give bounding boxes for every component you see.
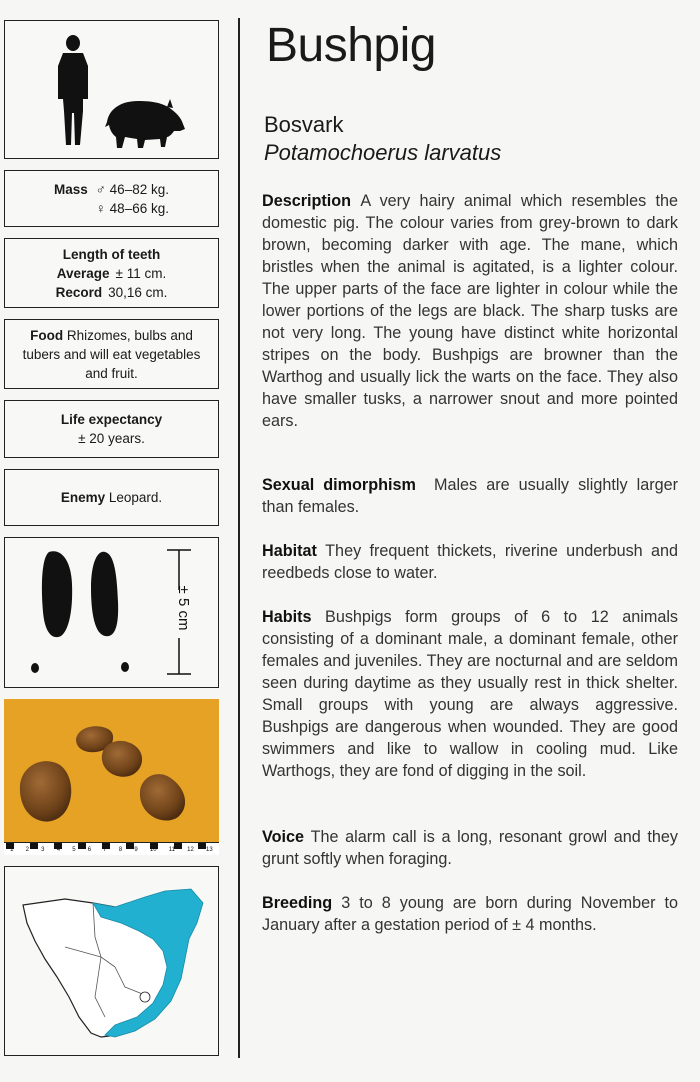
breeding-text: 3 to 8 young are born during November to January after a gestation period of ± 4 months. — [262, 894, 678, 934]
scat-photo — [4, 699, 219, 855]
habitat-section — [262, 540, 678, 584]
habits-heading: Habits — [262, 608, 312, 626]
mass-box — [4, 170, 219, 227]
size-comparison-box — [4, 20, 219, 159]
ruler-tick-label: 1 — [10, 847, 14, 853]
life-expectancy-value: ± 20 years. — [78, 431, 145, 446]
ruler-tick-label: 11 — [168, 847, 175, 853]
dimorphism-section — [262, 474, 678, 518]
teeth-title: Length of teeth — [62, 246, 161, 262]
common-name: Bosvark — [264, 112, 344, 137]
enemy-value: Leopard. — [108, 490, 163, 505]
food-label: Food — [30, 327, 64, 343]
ruler-tick-label: 7 — [103, 847, 107, 853]
breeding-heading: Breeding — [262, 894, 333, 912]
ruler-tick-label: 6 — [87, 847, 92, 853]
teeth-average-label: Average — [56, 265, 110, 281]
habitat-text: They frequent thickets, riverine underbush and reedbeds close to water. — [262, 542, 678, 582]
hoof-print-icon — [31, 551, 129, 673]
habits-section — [262, 606, 678, 782]
ruler-tick-label: 12 — [187, 847, 194, 853]
habits-text: Bushpigs form groups of 6 to 12 animals consisting of a dominant male, a dominant female, other females and juveniles. They are nocturnal and are seldom seen during daytime as they usually rest in thick shelter. Small groups with young are always aggressive. Bushpigs are dangerous when wounded. They are good swimmers and like to wallow in cooling mud. Like Warthogs, they are fond of digging in the soil. — [262, 608, 679, 780]
voice-section — [262, 826, 678, 870]
ruler-tick-label: 13 — [206, 847, 213, 853]
mass-male-value: ♂ 46–82 kg. — [95, 181, 169, 197]
description-heading: Description — [262, 192, 352, 210]
scale-label: ± 5 cm — [175, 585, 192, 631]
dimorphism-text: Males are usually slightly larger than females. — [262, 476, 678, 516]
ruler-tick-label: 9 — [134, 847, 138, 853]
measuring-ruler — [4, 842, 219, 855]
ruler-tick-label: 5 — [72, 847, 76, 853]
column-divider — [238, 18, 240, 1058]
teeth-record-label: Record — [55, 284, 103, 300]
lesotho-marker — [140, 992, 150, 1002]
food-text: Rhizomes, bulbs and tubers and will eat vegetables and fruit. — [22, 327, 201, 381]
ruler-tick-label: 3 — [41, 847, 45, 853]
hoof-track-illustration — [5, 538, 217, 686]
ruler-tick-label: 8 — [118, 847, 123, 853]
bushpig-silhouette-icon — [105, 99, 185, 148]
life-expectancy-title: Life expectancy — [60, 412, 163, 427]
human-silhouette-icon — [58, 35, 88, 145]
enemy-label: Enemy — [60, 490, 106, 505]
distribution-map-box — [4, 866, 219, 1056]
distribution-map — [5, 867, 217, 1053]
sidebar — [0, 0, 232, 1082]
ruler-tick-label: 10 — [149, 847, 157, 853]
life-expectancy-box — [4, 400, 219, 458]
page-title: Bushpig — [266, 19, 436, 72]
voice-text: The alarm call is a long, resonant growl and they grunt softly when foraging. — [262, 828, 679, 868]
teeth-record-value: 30,16 cm. — [108, 284, 168, 300]
description-section — [262, 190, 678, 432]
breeding-section — [262, 892, 678, 936]
scat-droppings-illustration — [4, 699, 219, 843]
scientific-name: Potamochoerus larvatus — [264, 140, 502, 165]
food-box — [4, 319, 219, 389]
mass-female-value: ♀ 48–66 kg. — [95, 200, 169, 216]
ruler-tick-label: 2 — [25, 847, 29, 853]
teeth-average-value: ± 11 cm. — [115, 265, 167, 281]
habitat-heading: Habitat — [262, 542, 317, 560]
voice-heading: Voice — [262, 828, 304, 846]
dimorphism-heading: Sexual dimorphism — [262, 476, 416, 494]
size-comparison-illustration — [5, 21, 217, 157]
description-text: A very hairy animal which resembles the domestic pig. The colour varies from grey-brown to dark brown, becoming darker with age. The mane, which bristles when the animal is agitated, is a lighter colour. The upper parts of the face are lighter in colour while the lower portions of the legs are black. The sharp tusks are not very long. The young have distinct white horizontal stripes on the body. Bushpigs are browner than the Warthog and usually lick the warts on the face. They also have smaller tusks, a narrower snout and more pointed ears. — [262, 192, 678, 430]
enemy-box — [4, 469, 219, 526]
teeth-box — [4, 238, 219, 308]
ruler-tick-label: 4 — [56, 847, 61, 853]
track-box — [4, 537, 219, 688]
mass-label: Mass — [54, 181, 88, 197]
